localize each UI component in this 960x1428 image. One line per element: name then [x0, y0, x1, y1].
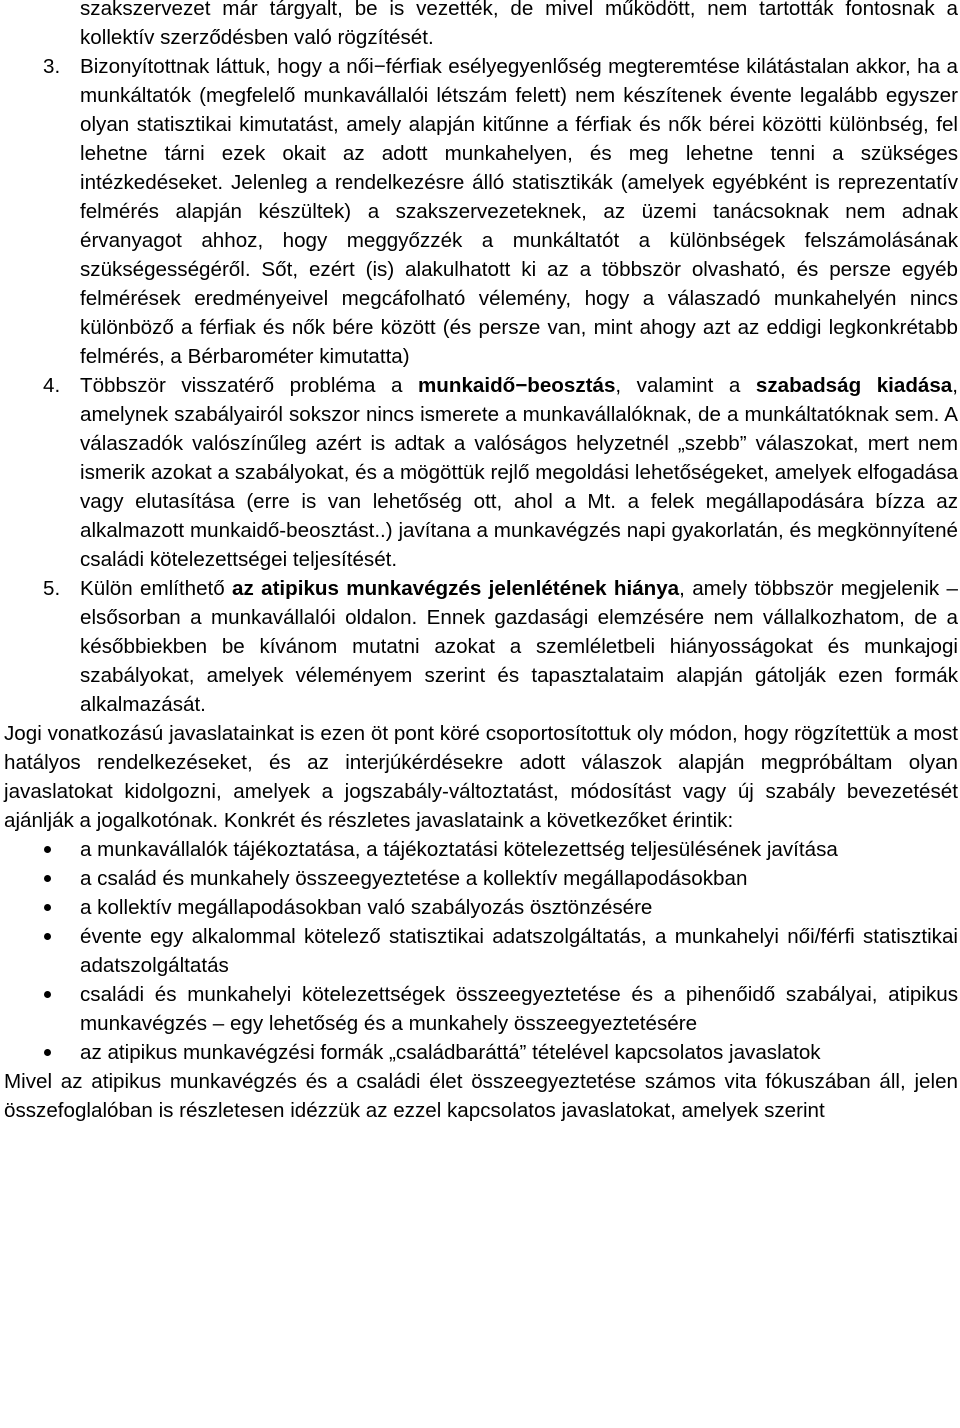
bullet-text: a család és munkahely összeegyeztetése a kollektív megállapodásokban: [80, 867, 748, 890]
continuation-text: szakszervezet már tárgyalt, be is vezették, de mivel működött, nem tartották fontosnak a kollektív szerződésben való rögzítését.: [80, 0, 958, 49]
bullet-icon: [44, 904, 51, 911]
item-text: [80, 574, 958, 719]
bullet-text: a kollektív megállapodásokban való szabályozás ösztönzésére: [80, 896, 653, 919]
bullet-text: évente egy alkalommal kötelező statisztikai adatszolgáltatás, a munkahelyi női/férfi statisztikai adatszolgáltatás: [80, 925, 958, 977]
bullet-item: [0, 864, 958, 893]
item-text: [80, 371, 958, 574]
body-paragraph: Jogi vonatkozású javaslatainkat is ezen öt pont köré csoportosítottuk oly módon, hogy rögzítettük a most hatályos rendelkezéseket, és az interjúkérdésekre adott válaszok alapján megpróbáltam olyan javaslatokat kidolgozni, amelyek a jogszabály-változtatást, módosítást vagy új szabály bevezetését ajánlják a jogalkotónak. Konkrét és részletes javaslataink a következőket érintik:: [4, 722, 958, 832]
bullet-icon: [44, 875, 51, 882]
text-run: Külön említhető: [80, 577, 233, 600]
list-item-3: [0, 52, 958, 371]
list-item-4: [0, 371, 958, 574]
item-number: 3.: [43, 55, 61, 78]
item-number: 4.: [43, 374, 61, 397]
list-item-5: [0, 574, 958, 719]
item-number: 5.: [43, 577, 61, 600]
text-run: , valamint a: [615, 374, 756, 397]
bullet-item: [0, 980, 958, 1038]
bullet-icon: [44, 933, 51, 940]
bullet-item: [0, 835, 958, 864]
bullet-item: [0, 1038, 958, 1067]
bold-phrase: munkaidő−beosztás: [417, 374, 616, 397]
bullet-icon: [44, 1049, 51, 1056]
body-paragraph: Mivel az atipikus munkavégzés és a családi élet összeegyeztetése számos vita fókuszában áll, jelen összefoglalóban is részletesen idézzük az ezzel kapcsolatos javaslatokat, amelyek szerint: [4, 1070, 958, 1122]
bullet-icon: [44, 991, 51, 998]
item-text: Bizonyítottnak láttuk, hogy a női−férfiak esélyegyenlőség megteremtése kilátástalan akkor, ha a munkáltatók (megfelelő munkavállalói létszám felett) nem készítenek évente legalább egyszer olyan statisztikai kimutatást, amely alapján kitűnne a férfiak és nők bérei közötti különbség, fel lehetne tárni ezek okait az adott munkahelyen, és meg lehetne tenni a szükséges intézkedéseket. Jelenleg a rendelkezésre álló statisztikák (amelyek egyébként is reprezentatív felmérés alapján készültek) a szakszervezeteknek, az üzemi tanácsoknak nem adnak érvanyagot ahhoz, hogy meggyőzzék a munkáltatót a különbségek felszámolásának szükségességéről. Sőt, ezért (is) alakulhatott ki az a többször olvasható, és persze egyéb felmérések eredményeivel megcáfolható vélemény, hogy a válaszadó munkahelyén nincs különböző a férfiak és nők bére között (és persze van, mint ahogy azt az eddigi legkonkrétabb felmérés, a Bérbarométer kimutatta): [80, 55, 958, 368]
bold-phrase: az atipikus munkavégzés jelenlétének hiánya: [232, 577, 680, 600]
bullet-item: [0, 922, 958, 980]
bullet-item: [0, 893, 958, 922]
bullet-text: a munkavállalók tájékoztatása, a tájékoztatási kötelezettség teljesülésének javítása: [80, 838, 838, 861]
bullet-text: családi és munkahelyi kötelezettségek összeegyeztetése és a pihenőidő szabályai, atipikus munkavégzés – egy lehetőség és a munkahely összeegyeztetésére: [80, 983, 958, 1035]
text-run: Többször visszatérő probléma a: [80, 374, 418, 397]
bold-phrase: szabadság kiadása: [755, 374, 953, 397]
text-run: , amelynek szabályairól sokszor nincs ismerete a munkavállalóknak, de a munkáltatóknak sem. A válaszadók valószínűleg azért is adtak a valóságos helyzetnél „szebb” válaszokat, mert nem ismerik azokat a szabályokat, és a mögöttük rejlő megoldási lehetőségeket, amelyek elfogadása vagy elutasítása (erre is van lehetőség ott, ahol a Mt. a felek megállapodására bízza az alkalmazott munkaidő-beosztást..) javítana a munkavégzés napi gyakorlatán, és megkönnyítené családi kötelezettségei teljesítését.: [80, 374, 958, 571]
bullet-icon: [44, 846, 51, 853]
bullet-text: az atipikus munkavégzési formák „családbaráttá” tételével kapcsolatos javaslatok: [80, 1041, 821, 1064]
bullet-list: [0, 835, 958, 1067]
text-run: , amely többször megjelenik – elsősorban a munkavállalói oldalon. Ennek gazdasági elemzésére nem vállalkozhatom, de a későbbiekben be kívánom mutatni azokat a szemléletbeli hiányosságokat és munkajogi szabályokat, amelyek véleményem szerint és tapasztalataim alapján gátolják ezen formák alkalmazását.: [80, 577, 958, 716]
